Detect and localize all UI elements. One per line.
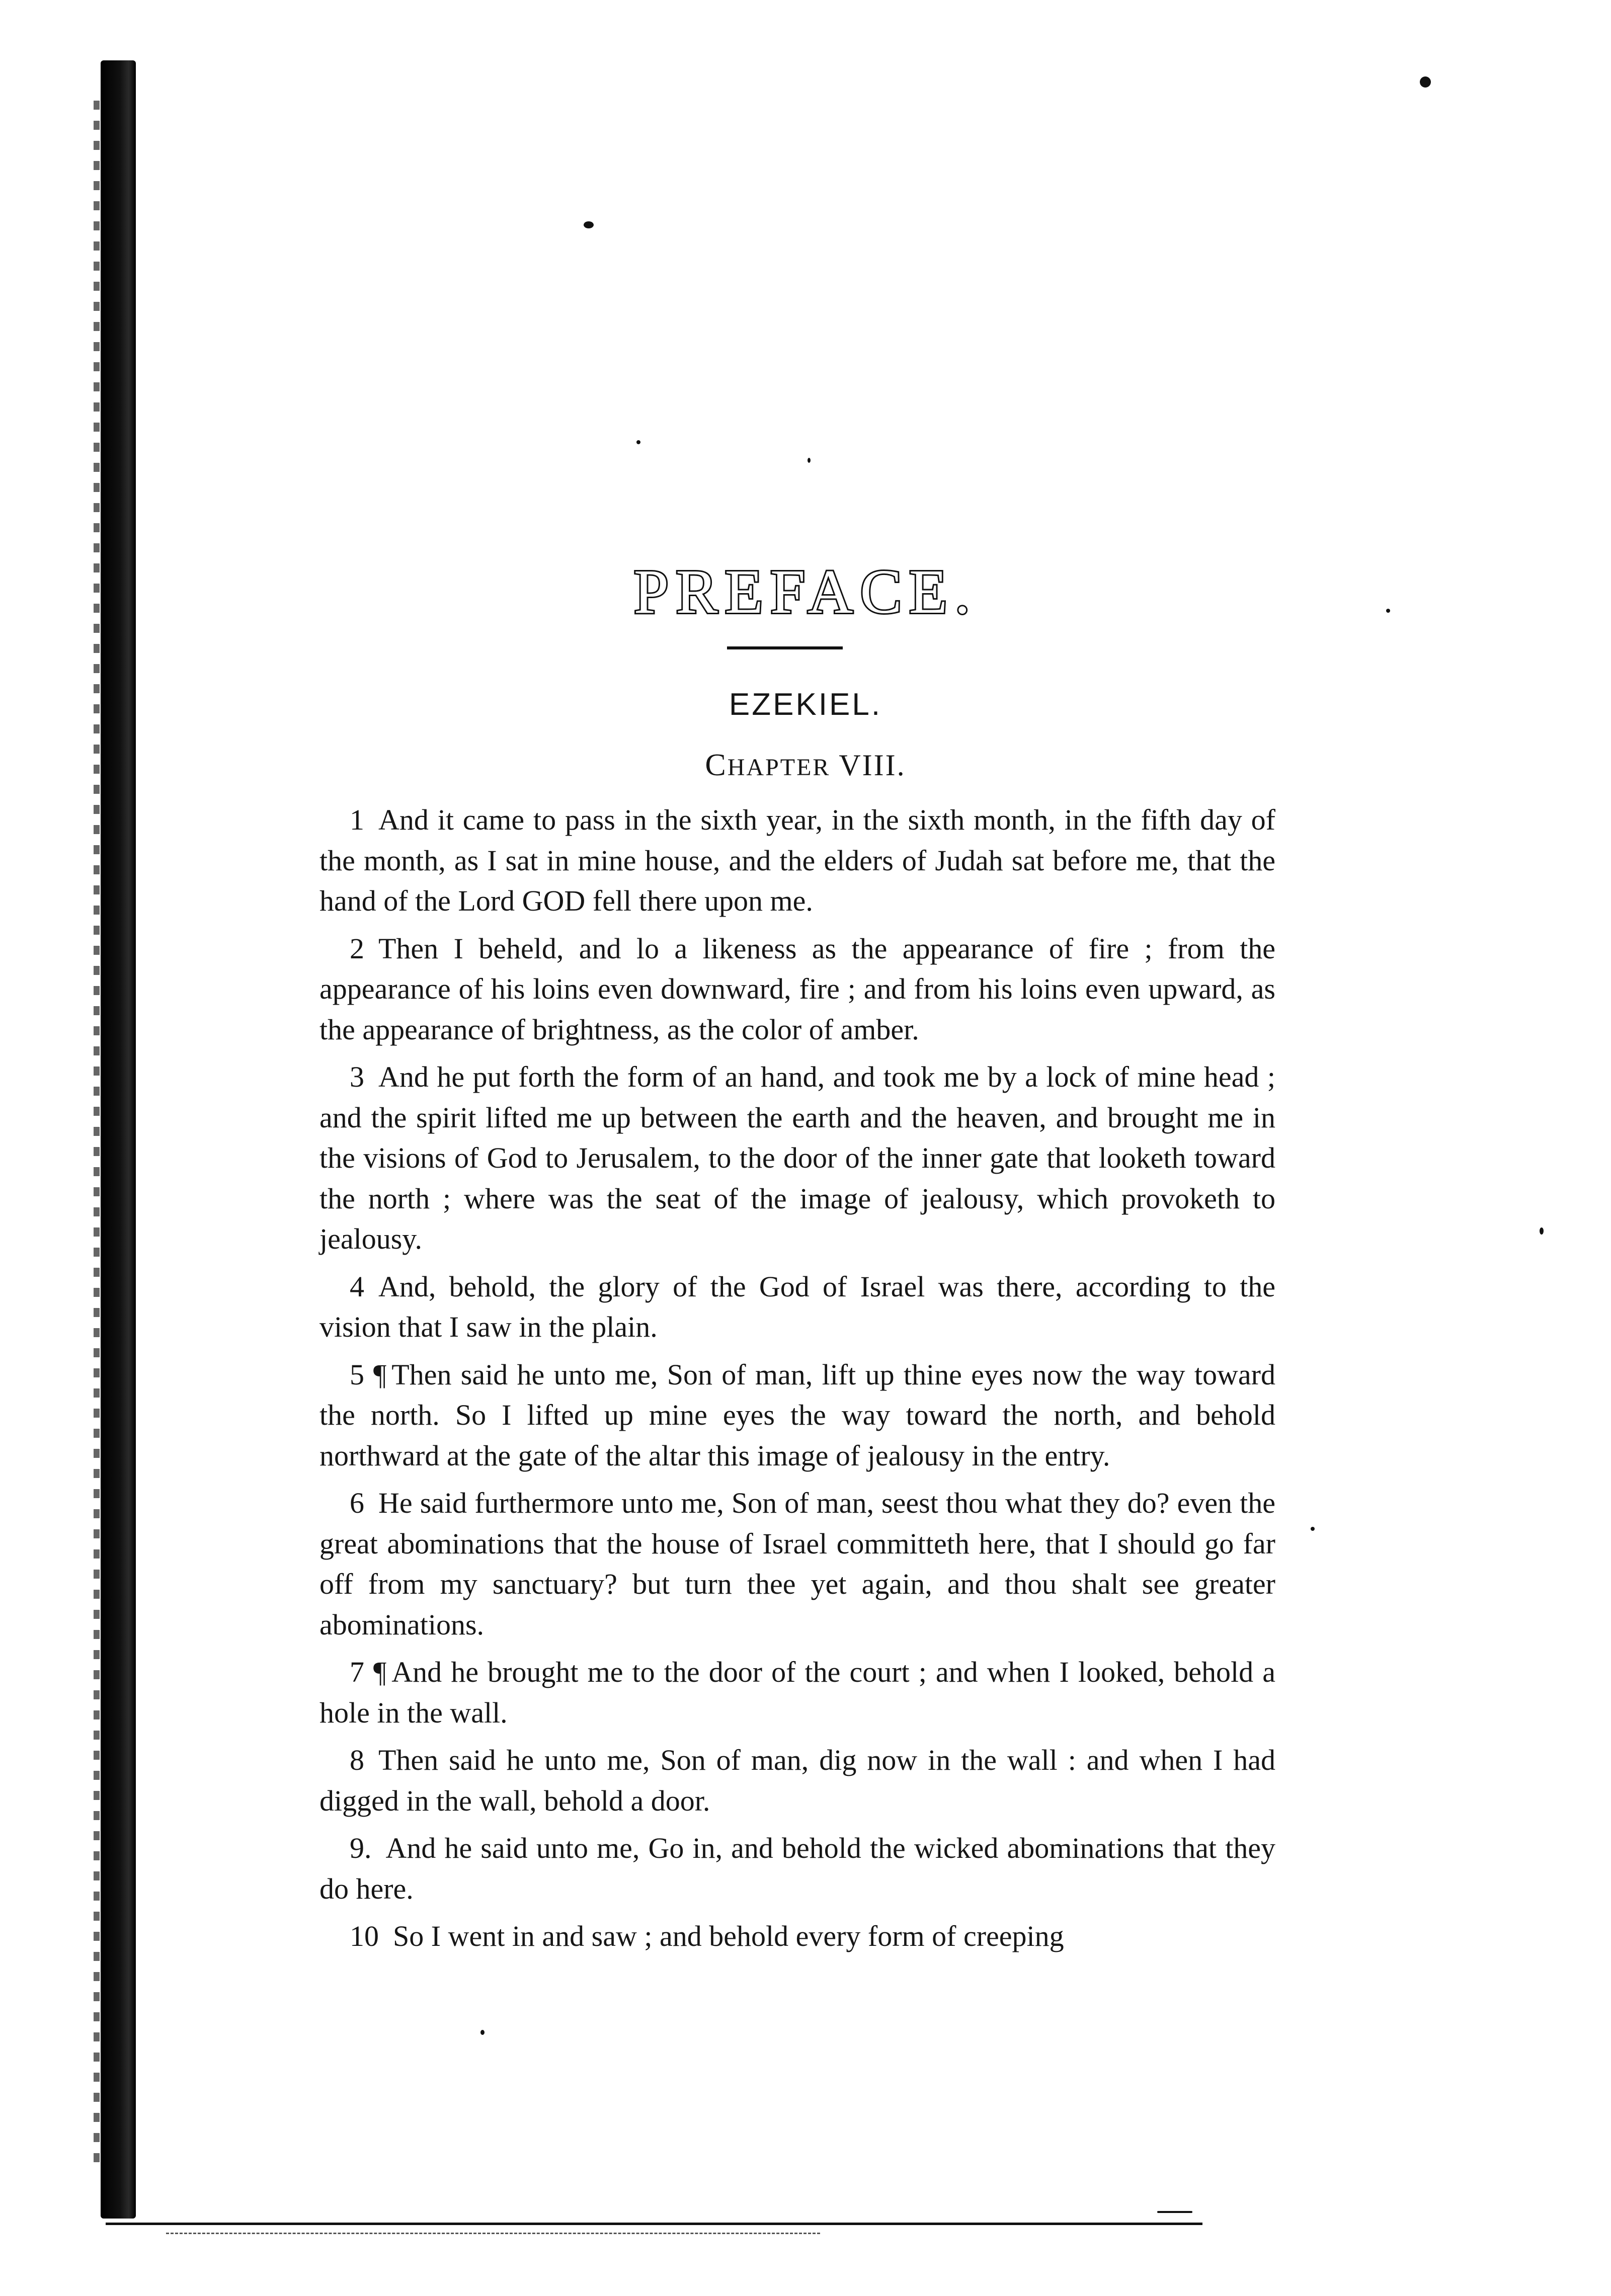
pilcrow: ¶ bbox=[373, 1358, 387, 1391]
verse-number: 10 bbox=[350, 1920, 379, 1952]
print-speck bbox=[1420, 76, 1431, 88]
print-speck bbox=[584, 221, 594, 228]
print-speck bbox=[1157, 2211, 1192, 2213]
verse-number: 1 bbox=[350, 803, 364, 836]
print-speck bbox=[1540, 1227, 1544, 1235]
book-binding-edge bbox=[101, 60, 136, 2219]
verse bbox=[319, 1483, 1275, 1645]
verse-text: And he said unto me, Go in, and behold the wicked abominations that they do here. bbox=[319, 1832, 1275, 1905]
verse-number: 6 bbox=[350, 1487, 364, 1519]
verse bbox=[319, 1652, 1275, 1733]
verse-text: Then said he unto me, Son of man, dig now in the wall : and when I had digged in the wall, behold a door. bbox=[319, 1744, 1275, 1817]
title-divider bbox=[727, 646, 843, 649]
print-speck bbox=[1311, 1527, 1315, 1531]
verse-number: 8 bbox=[350, 1744, 364, 1776]
verse-text: And he put forth the form of an hand, and took me by a lock of mine head ; and the spirit lifted me up between the earth and the heaven, and brought me in the visions of God to Jerusalem, to the door of the inner gate that looketh toward the north ; where was the seat of the image of jealousy, which provoketh to jealousy. bbox=[319, 1060, 1275, 1255]
print-speck bbox=[636, 440, 640, 444]
scripture-text bbox=[319, 800, 1275, 1964]
verse-text: Then said he unto me, Son of man, lift up thine eyes now the way toward the north. So I lifted up mine eyes the way toward the north, and behold northward at the gate of the altar this image of jealousy in the entry. bbox=[319, 1358, 1275, 1472]
book-heading: EZEKIEL. bbox=[729, 687, 882, 722]
verse-text: So I went in and saw ; and behold every form of creeping bbox=[393, 1920, 1064, 1952]
verse bbox=[319, 1057, 1275, 1260]
verse-text: And it came to pass in the sixth year, in the sixth month, in the fifth day of the month, as I sat in mine house, and the elders of Judah sat before me, that the hand of the Lord GOD fell there upon me. bbox=[319, 803, 1275, 917]
verse-number: 3 bbox=[350, 1060, 364, 1093]
verse-text: He said furthermore unto me, Son of man, seest thou what they do? even the great abominations that the house of Israel committeth here, that I should go far off from my sanctuary? but turn thee yet again, and thou shalt see greater abominations. bbox=[319, 1487, 1275, 1641]
print-speck bbox=[480, 2030, 485, 2035]
verse-number: 5 bbox=[350, 1358, 364, 1391]
verse bbox=[319, 1828, 1275, 1909]
verse-text: And he brought me to the door of the court ; and when I looked, behold a hole in the wall. bbox=[319, 1656, 1275, 1729]
verse bbox=[319, 1916, 1275, 1957]
chapter-heading bbox=[0, 750, 1611, 781]
bottom-rule-faint bbox=[166, 2233, 820, 2234]
verse bbox=[319, 1267, 1275, 1348]
verse bbox=[319, 800, 1275, 922]
verse-text: And, behold, the glory of the God of Israel was there, according to the vision that I saw in the plain. bbox=[319, 1270, 1275, 1343]
print-speck bbox=[808, 458, 811, 463]
verse-number: 4 bbox=[350, 1270, 364, 1303]
bottom-rule bbox=[106, 2223, 1202, 2225]
chapter-word-initial: C bbox=[705, 748, 728, 782]
verse bbox=[319, 929, 1275, 1050]
pilcrow: ¶ bbox=[373, 1656, 387, 1688]
chapter-word-rest: HAPTER bbox=[727, 754, 831, 781]
verse-number: 9. bbox=[350, 1832, 372, 1864]
chapter-numeral: VIII. bbox=[839, 749, 906, 782]
verse-number: 7 bbox=[350, 1656, 364, 1688]
verse-text: Then I beheld, and lo a likeness as the appearance of fire ; from the appearance of his loins even downward, fire ; and from his loins even upward, as the appearance of brightness, as the color of amber. bbox=[319, 932, 1275, 1046]
verse bbox=[319, 1740, 1275, 1821]
verse-number: 2 bbox=[350, 932, 364, 965]
page-title: PREFACE. bbox=[633, 557, 978, 627]
verse bbox=[319, 1355, 1275, 1477]
